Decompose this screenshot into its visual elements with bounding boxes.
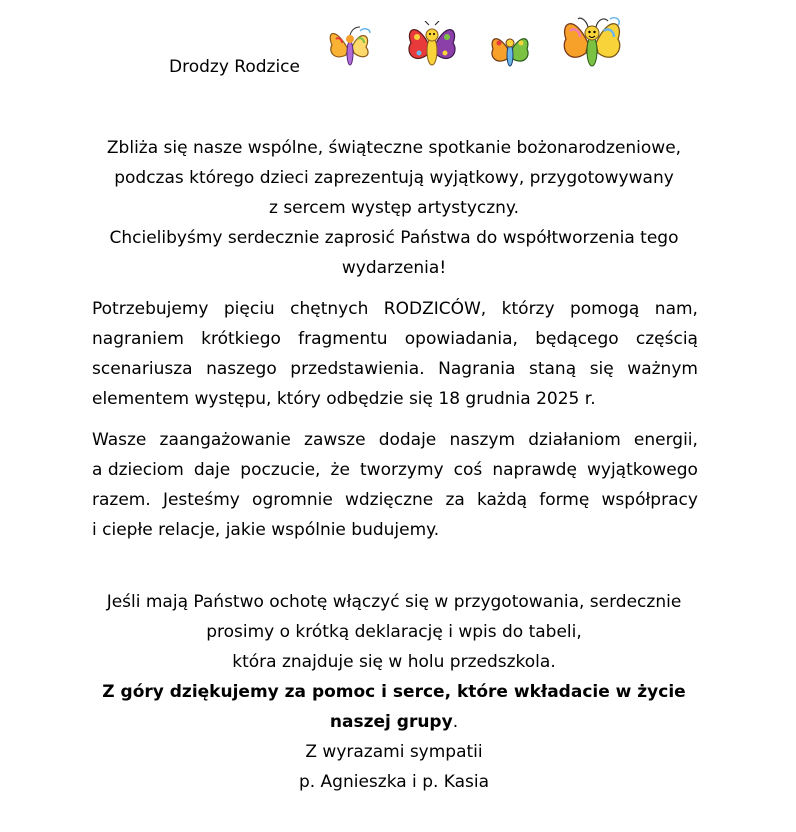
word: coś	[453, 460, 483, 480]
word: wyjątkowego	[586, 460, 698, 480]
word: którzy	[501, 299, 555, 319]
paragraph-line: Zbliża się nasze wspólne, świąteczne spotkanie bożonarodzeniowe,	[106, 138, 682, 158]
paragraph-line	[92, 515, 698, 545]
word: a dzieciom	[92, 460, 184, 480]
word: nam,	[654, 299, 698, 319]
invitation-paragraph	[90, 133, 698, 283]
word: scenariusza	[92, 359, 193, 379]
paragraph-line: Chcielibyśmy serdecznie zaprosić Państwa do współtworzenia tego	[109, 228, 679, 248]
word: pomogą	[569, 299, 640, 319]
word: będącego	[535, 329, 619, 349]
paragraph-line	[92, 294, 698, 324]
paragraph-line: z sercem występ artystyczny.	[269, 198, 519, 218]
word: że	[330, 460, 350, 480]
word: za	[445, 490, 465, 510]
butterfly-icon	[326, 25, 376, 71]
thank-you-line	[90, 707, 698, 737]
word: fragmentu	[298, 329, 388, 349]
word: ogromnie	[252, 490, 333, 510]
word: każdą	[476, 490, 528, 510]
butterfly-icon	[489, 31, 531, 73]
thank-you-text: naszej grupy	[329, 712, 453, 732]
paragraph-line	[92, 455, 698, 485]
word: przedstawienia.	[290, 359, 425, 379]
word: energii,	[633, 430, 698, 450]
closing-line: prosimy o krótką deklarację i wpis do tabeli,	[206, 622, 582, 642]
paragraph-line	[92, 425, 698, 455]
paragraph-line	[92, 485, 698, 515]
greeting: Drodzy Rodzice	[169, 57, 300, 77]
word: elementem występu, który odbędzie się 18 grudnia 2025 r.	[92, 389, 596, 409]
word: współpracy	[601, 490, 698, 510]
paragraph-line	[92, 384, 698, 414]
paragraph-line	[92, 324, 698, 354]
word: i ciepłe relacje, jakie wspólnie budujemy.	[92, 520, 440, 540]
closing-line: która znajduje się w holu przedszkola.	[232, 652, 556, 672]
thank-you-period: .	[452, 712, 459, 732]
butterfly-icon	[560, 13, 624, 73]
signature-line: p. Agnieszka i p. Kasia	[298, 772, 490, 792]
paragraph-line: podczas którego dzieci zaprezentują wyjątkowy, przygotowywany	[114, 168, 674, 188]
butterfly-icon	[405, 21, 459, 73]
word: naszym	[449, 430, 516, 450]
word: ważnym	[627, 359, 698, 379]
word: Potrzebujemy	[92, 299, 209, 319]
closing-section	[90, 587, 698, 797]
word: zawsze	[304, 430, 366, 450]
word: częścią	[635, 329, 698, 349]
paragraph-line: wydarzenia!	[341, 258, 447, 278]
word: naprawdę	[492, 460, 577, 480]
word: RODZICÓW,	[383, 299, 487, 319]
word: chętnych	[290, 299, 369, 319]
word: wdzięczne	[344, 490, 434, 510]
word: Wasze	[92, 430, 147, 450]
word: poczucie,	[240, 460, 321, 480]
word: staną	[528, 359, 577, 379]
thank-you-line: Z góry dziękujemy za pomoc i serce, które wkładacie w życie	[102, 682, 686, 702]
word: się	[589, 359, 614, 379]
paragraph-line	[92, 354, 698, 384]
word: opowiadania,	[404, 329, 518, 349]
word: razem.	[92, 490, 151, 510]
word: Jesteśmy	[162, 490, 240, 510]
word: działaniom	[528, 430, 621, 450]
word: tworzymy	[360, 460, 444, 480]
regards-line: Z wyrazami sympatii	[305, 742, 483, 762]
word: formę	[539, 490, 590, 510]
word: nagraniem	[92, 329, 184, 349]
word: naszego	[206, 359, 277, 379]
word: krótkiego	[201, 329, 281, 349]
word: daje	[193, 460, 231, 480]
word: zaangażowanie	[159, 430, 291, 450]
request-paragraph	[92, 294, 698, 414]
word: Nagrania	[438, 359, 516, 379]
thanks-paragraph	[92, 425, 698, 545]
word: dodaje	[378, 430, 437, 450]
word: pięciu	[223, 299, 275, 319]
closing-line: Jeśli mają Państwo ochotę włączyć się w przygotowania, serdecznie	[106, 592, 682, 612]
